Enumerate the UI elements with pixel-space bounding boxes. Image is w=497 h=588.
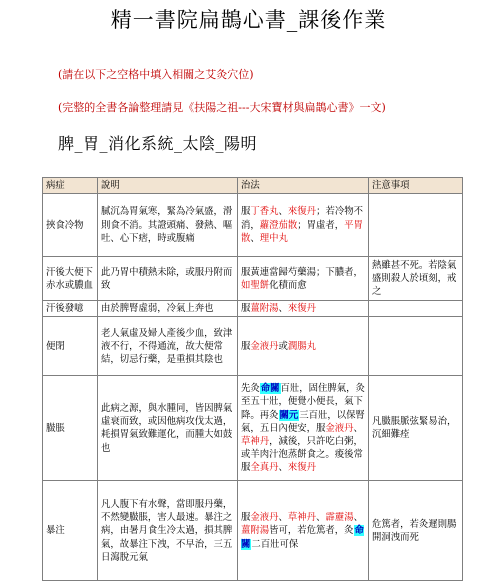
description-cell: 凡人腹下有水聲，當即服丹藥，不然變臌脹，害人最速。暴注之病，由暑月食生冷太過，損其脾氣，故暴注下洩，不早治，三五日瀉脫元氣 <box>98 481 238 581</box>
treatment-text: 服 <box>241 303 251 315</box>
notes-cell <box>369 301 463 317</box>
treatment-text: 服 <box>241 512 251 524</box>
formula-name: 潤腸丸 <box>287 340 317 352</box>
formula-name: 來復丹 <box>287 462 317 474</box>
notes-cell: 危篤者，若灸遲則腸開洞洩而死 <box>369 481 463 581</box>
treatment-text: 或 <box>278 340 288 352</box>
formula-name: 霹靂湯 <box>325 512 354 524</box>
treatment-text: 服 <box>241 206 251 218</box>
treatment-text: 、 <box>353 422 363 434</box>
header-treatment: 治法 <box>238 178 369 194</box>
description-cell: 此病之源，與水腫同，皆因脾氣虛衰而致，或因他病攻伐太過，耗損胃氣致難運化，而腫大如鼓也 <box>98 376 238 481</box>
treatment-cell <box>238 194 369 257</box>
treatment-cell <box>238 301 369 317</box>
formula-name: 平胃散 <box>241 219 363 244</box>
treatment-text: 、 <box>278 206 288 218</box>
header-description: 說明 <box>98 178 238 194</box>
table-row <box>43 317 463 376</box>
treatment-text: ，減後，只許吃白粥，或羊肉汁泡蒸餅食之。痠後常服 <box>241 436 363 474</box>
disease-cell: 挾食冷物 <box>43 194 98 257</box>
table-header-row <box>43 178 463 194</box>
treatment-text: 化積而愈 <box>269 279 307 291</box>
treatment-text: 服黃連當歸芍藥湯；下膿者， <box>241 266 363 278</box>
notes-cell: 熱雖甚不死。若陰氣盛則殺人於頃刻，戒之 <box>369 257 463 301</box>
table-row <box>43 481 463 581</box>
notes-cell <box>369 317 463 376</box>
acupoint-answer: 命關 <box>260 383 280 395</box>
description-cell: 老人氣虛及婦人產後少血，致津液不行，不得通流，故大便常結，切忌行藥，是重損其陰也 <box>98 317 238 376</box>
header-disease: 病症 <box>43 178 98 194</box>
disease-cell: 臌脹 <box>43 376 98 481</box>
header-notes: 注意事項 <box>369 178 463 194</box>
treatment-text: 、 <box>278 512 288 524</box>
formula-name: 來復丹 <box>287 303 317 315</box>
disease-cell: 汗後大便下赤水或膿血 <box>43 257 98 301</box>
instruction-note: (請在以下之空格中填入相關之艾灸穴位) <box>58 68 254 81</box>
treatment-text: 先灸 <box>241 383 260 395</box>
treatment-text: 皆可，若危篤者，灸 <box>269 525 354 537</box>
acupoint-answer: 命關 <box>241 525 364 550</box>
section-title: 脾_胃_消化系統_太陰_陽明 <box>58 134 258 153</box>
treatment-cell <box>238 481 369 581</box>
disease-cell: 便閉 <box>43 317 98 376</box>
description-cell: 此乃胃中積熱未除，或服丹附而致 <box>98 257 238 301</box>
notes-cell <box>369 194 463 257</box>
formula-name: 薑附湯 <box>250 303 279 315</box>
reference-note: (完整的全書各論整理請見《扶陽之祖---大宋寶材與扁鵲心書》一文) <box>58 101 386 114</box>
treatment-cell <box>238 257 369 301</box>
formula-name: 金液丹 <box>325 422 354 434</box>
formula-name: 蘿澄茄散 <box>259 219 298 231</box>
acupoint-answer: 關元 <box>279 409 299 421</box>
treatment-table <box>42 177 463 581</box>
formula-name: 草神丹 <box>241 436 270 447</box>
notes-cell: 凡臌脹脈弦緊易治，沉細難痊 <box>369 376 463 481</box>
disease-cell: 汗後發噫 <box>43 301 98 317</box>
treatment-cell <box>238 317 369 376</box>
formula-name: 丁香丸 <box>250 206 279 218</box>
description-cell: 由於脾腎虛弱，冷氣上奔也 <box>98 301 238 317</box>
page-title: 精一書院扁鵲心書_課後作業 <box>110 8 387 32</box>
treatment-text: ；若冷物不消， <box>241 206 363 231</box>
table-row <box>43 257 463 301</box>
formula-name: 金液丹 <box>250 512 279 524</box>
formula-name: 金液丹 <box>250 340 279 352</box>
table-row <box>43 301 463 317</box>
formula-name: 草神丹 <box>287 512 317 524</box>
formula-name: 全真丹 <box>250 462 279 474</box>
treatment-text: 、 <box>353 512 363 524</box>
treatment-text: 、 <box>316 512 326 524</box>
treatment-text: 三百壯，以保腎氣，五日內便安，服 <box>241 409 365 434</box>
formula-name: 理中丸 <box>259 232 288 244</box>
treatment-text: 、 <box>278 462 288 474</box>
formula-name: 薑附湯 <box>241 525 270 537</box>
table-row <box>43 194 463 257</box>
treatment-text: 、 <box>250 232 260 244</box>
formula-name: 如聖餅 <box>241 279 270 291</box>
table-row <box>43 376 463 481</box>
treatment-text: 、 <box>278 303 288 315</box>
disease-cell: 暴注 <box>43 481 98 581</box>
description-cell: 膩沉為胃氣寒，緊為冷氣盛，滑則食不消。其證頭痛、發熱、嘔吐、心下痞，時或腹痛 <box>98 194 238 257</box>
treatment-text: 服 <box>241 340 251 352</box>
treatment-text: ；胃虛者， <box>297 219 345 231</box>
treatment-text: 二百壯可保 <box>251 538 299 550</box>
treatment-text: 百壯，固住脾氣，灸至五十壯，便覺小便長，氣下降。再灸 <box>241 383 365 421</box>
formula-name: 來復丹 <box>287 206 317 218</box>
treatment-cell <box>238 376 369 481</box>
